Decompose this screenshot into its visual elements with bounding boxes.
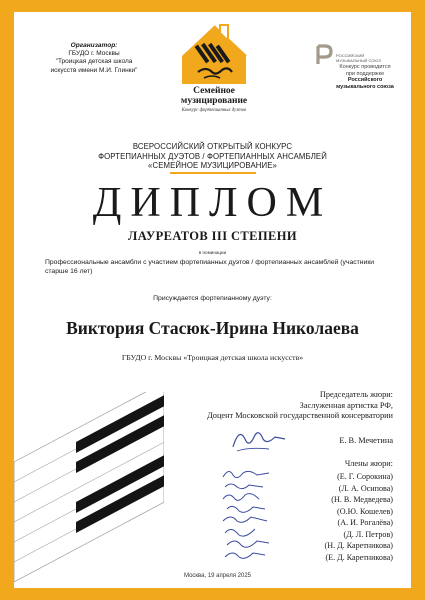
members-label: Члены жюри: [344,459,393,468]
jury-member: (А. И. Рогалёва) [337,518,393,527]
logo-name [176,86,252,106]
chair-title-line: Доцент Московской государственной консерватории [207,411,393,421]
partner-support-text [336,64,394,90]
logo-subtitle: Конкурс фортепианных дуэтов [181,108,247,113]
diploma-title: ДИПЛОМ [92,180,333,226]
nomination-label: в номинации [198,250,227,255]
organizer-title: Организатор: [70,42,118,49]
support-line: при поддержке [345,70,385,77]
partner-name-line: РОССИЙСКИЙ [336,53,365,58]
contest-logo [176,22,252,122]
house-piano-logo-icon [176,22,252,88]
logo-name-line: музицирование [180,96,248,106]
member-signatures-icon [219,465,279,565]
organizer-block [34,42,154,75]
diploma-degree: ЛАУРЕАТОВ III СТЕПЕНИ [127,229,297,243]
contest-title [54,142,371,171]
title-divider [170,172,256,174]
diploma-sheet [14,12,411,588]
jury-member: (Е. Д. Каретникова) [325,552,393,562]
russian-music-union-logo-icon [314,44,334,66]
partner-name [336,54,394,63]
nomination-text: Профессиональные ансамбли с участием фортепианных дуэтов / фортепианных ансамблей (участники старше 16 лет) [45,259,375,275]
jury-chair-block [143,390,393,422]
laureate-school: ГБУДО г. Москвы «Троицкая детская школа искусств» [121,353,304,362]
contest-title-line: ВСЕРОССИЙСКИЙ ОТКРЫТЫЙ КОНКУРС [132,142,293,151]
chair-signature-icon [229,425,289,455]
awarded-to-label: Присуждается фортепианному дуэту: [153,295,272,302]
jury-member: (О.Ю. Кошелев) [337,506,393,516]
partner-name-line: МУЗЫКАЛЬНЫЙ СОЮЗ [336,57,381,63]
contest-title-line: ФОРТЕПИАННЫХ ДУЭТОВ / ФОРТЕПИАННЫХ АНСАМБЛЕЙ [98,151,327,161]
support-line: Конкурс проводится [339,64,391,70]
organizer-line: ГБУДО г. Москвы [68,50,120,58]
chair-label: Председатель жюри: [319,390,393,399]
support-line: музыкального союза [336,83,394,90]
chair-title-line: Заслуженная артистка РФ, [299,400,393,410]
jury-member: (Н. Д. Каретникова) [324,541,393,550]
jury-member: (Е. Г. Сорокина) [337,472,393,481]
jury-member: (Д. Л. Петров) [343,529,393,539]
jury-member: (Н. В. Медведева) [331,495,393,504]
organizer-line: искусств имени М.И. Глинки" [50,66,138,74]
piano-keys-illustration [14,392,164,588]
jury-member: (Л. А. Осипова) [338,483,393,493]
laureate-names: Виктория Стасюк-Ирина Николаева [66,318,359,338]
issue-date: Москва, 19 апреля 2025 [184,573,251,579]
support-line: Российского [347,77,383,84]
logo-name-line: Семейное [193,86,235,96]
contest-title-line: «СЕМЕЙНОЕ МУЗИЦИРОВАНИЕ» [148,161,277,171]
chair-name: Е. В. Мечетина [339,436,393,445]
organizer-line: "Троицкая детская школа [55,58,133,66]
